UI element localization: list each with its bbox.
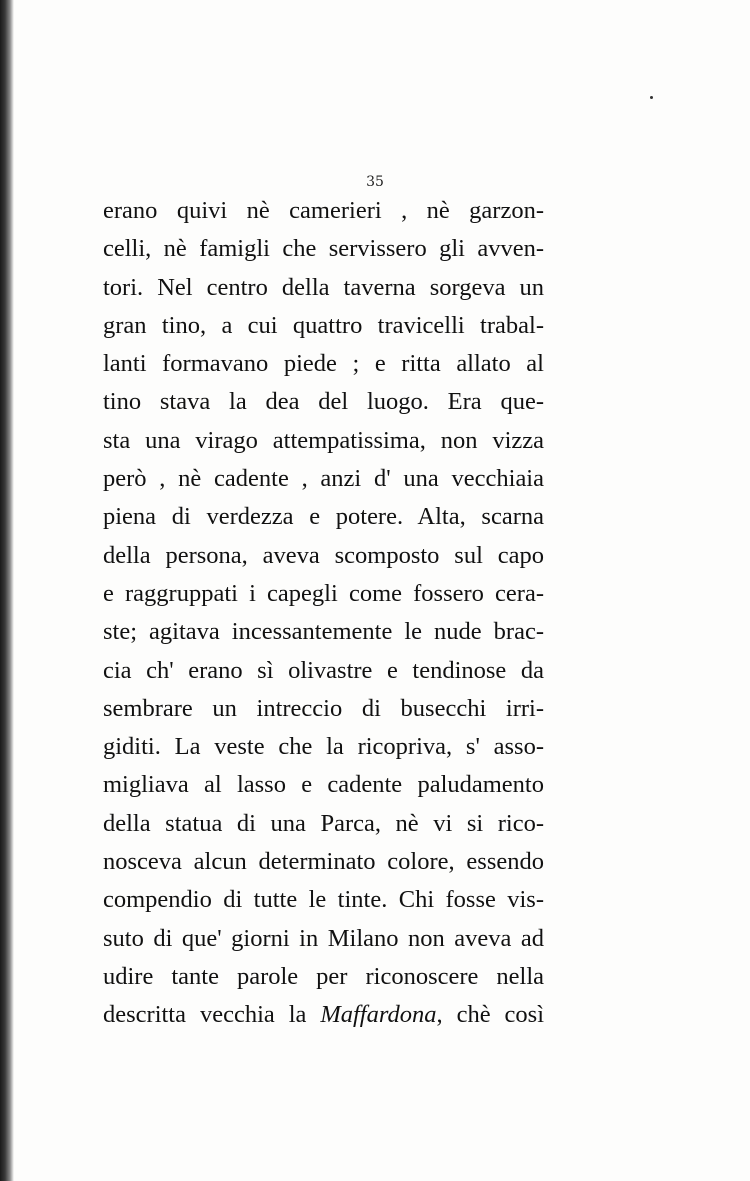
- text-line: suto di que' giorni in Milano non aveva ad: [103, 924, 544, 952]
- text-line: della persona, aveva scomposto sul capo: [103, 541, 544, 569]
- paper-speck: [650, 96, 653, 99]
- text-line: lanti formavano piede ; e ritta allato al: [103, 350, 544, 378]
- text-line: giditi. La veste che la ricopriva, s' asso-: [103, 733, 544, 761]
- text-line: sta una virago attempatissima, non vizza: [103, 426, 544, 454]
- text-line: cia ch' erano sì olivastre e tendinose da: [103, 656, 544, 684]
- text-line: però , nè cadente , anzi d' una vecchiaia: [103, 465, 544, 493]
- page-number: 35: [366, 174, 384, 190]
- text-line: compendio di tutte le tinte. Chi fosse vis-: [103, 886, 544, 914]
- text-line-last: [103, 996, 544, 1034]
- text-line: migliava al lasso e cadente paludamento: [103, 771, 544, 799]
- text-line: ste; agitava incessantemente le nude brac-: [103, 618, 544, 646]
- text-line: della statua di una Parca, nè vi si rico-: [103, 809, 544, 837]
- text-line: udire tante parole per riconoscere nella: [103, 962, 544, 990]
- body-text: [103, 192, 544, 1035]
- text-line: tino stava la dea del luogo. Era que-: [103, 388, 544, 416]
- text-line: e raggruppati i capegli come fossero cera-: [103, 579, 544, 607]
- text-line: gran tino, a cui quattro travicelli trabal-: [103, 311, 544, 339]
- text-line: erano quivi nè camerieri , nè garzon-: [103, 197, 544, 224]
- text-line: sembrare un intreccio di busecchi irri-: [103, 694, 544, 722]
- last-line-after: , chè così: [436, 1001, 544, 1029]
- last-line-before: descritta vecchia la: [103, 1001, 321, 1029]
- text-line: piena di verdezza e potere. Alta, scarna: [103, 503, 544, 531]
- text-line: celli, nè famigli che servissero gli avven-: [103, 235, 544, 263]
- text-line: nosceva alcun determinato colore, essendo: [103, 848, 544, 876]
- italic-name: Maffardona: [320, 1001, 437, 1029]
- text-line: tori. Nel centro della taverna sorgeva un: [103, 273, 544, 301]
